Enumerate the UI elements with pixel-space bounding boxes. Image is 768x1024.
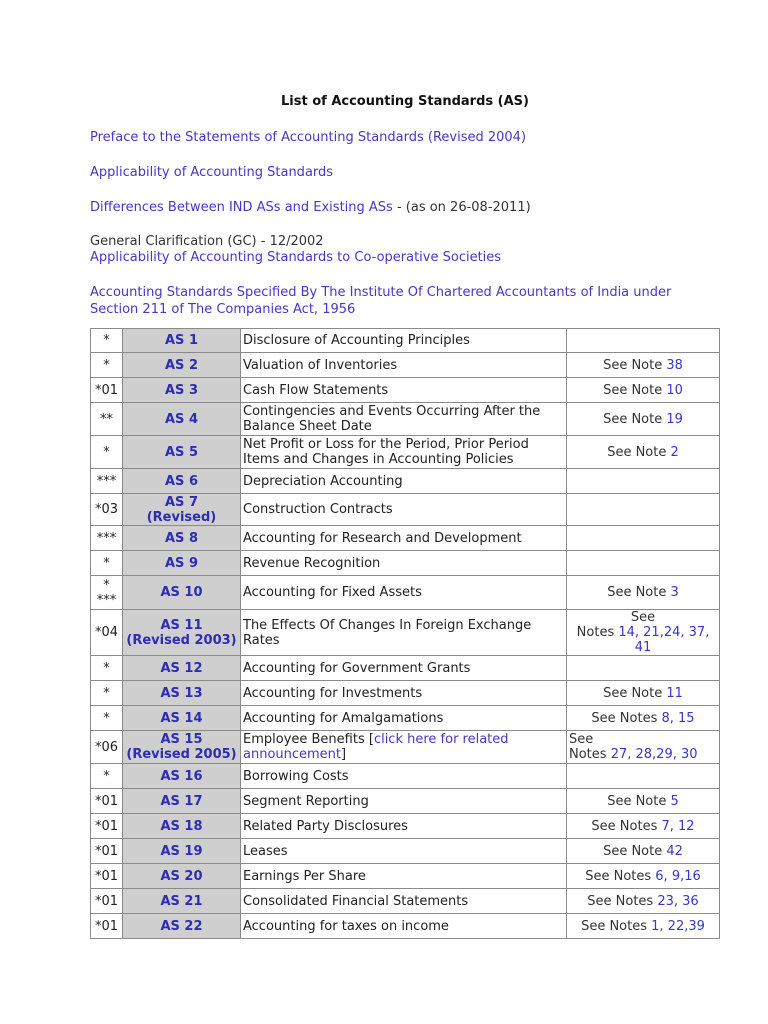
see-note-label: See Notes (587, 893, 658, 909)
as-number-link[interactable] (123, 889, 241, 914)
table-row (91, 706, 720, 731)
specified-paragraph (90, 284, 720, 318)
row-mark-text: *01 (94, 382, 119, 398)
as-description (241, 814, 567, 839)
as-number: AS 6 (165, 473, 198, 489)
note-number-link[interactable]: 10 (666, 382, 683, 398)
differences-link[interactable]: Differences Between IND ASs and Existing ASs (90, 200, 393, 215)
document-header (90, 90, 720, 336)
specified-link-line1: Accounting Standards Specified By The Institute Of Chartered Accountants of India under (90, 285, 672, 300)
as-number: AS 2 (165, 357, 198, 373)
see-note-cell (567, 610, 720, 656)
see-note-cell (567, 864, 720, 889)
as-number-link[interactable] (123, 656, 241, 681)
row-mark-text: *01 (94, 818, 119, 834)
as-number-link[interactable] (123, 526, 241, 551)
as-number: AS 11 (160, 617, 203, 633)
description-suffix: ] (341, 747, 347, 762)
specified-link[interactable] (90, 285, 671, 317)
as-description (241, 889, 567, 914)
as-number-link[interactable] (123, 610, 241, 656)
as-description-text: Accounting for Investments (243, 685, 423, 701)
row-mark (91, 378, 123, 403)
see-note-line (569, 625, 717, 655)
note-number-link[interactable]: 2 (670, 444, 679, 460)
row-mark (91, 731, 123, 764)
row-mark-text: * (103, 333, 110, 348)
row-mark (91, 864, 123, 889)
row-mark-text-2: *** (96, 592, 117, 608)
row-mark (91, 494, 123, 526)
row-mark-text: *06 (94, 739, 119, 755)
as-description-text: Depreciation Accounting (243, 473, 403, 489)
see-note-cell (567, 789, 720, 814)
as-number: AS 10 (160, 585, 203, 600)
row-mark (91, 706, 123, 731)
as-description-text: Cash Flow Statements (243, 382, 389, 398)
as-description (241, 436, 567, 469)
see-note-cell (567, 576, 720, 610)
row-mark (91, 839, 123, 864)
see-note-line (569, 747, 717, 762)
table-row (91, 764, 720, 789)
as-revision: (Revised) (146, 509, 217, 525)
row-mark-text: *03 (94, 502, 119, 517)
as-number: AS 5 (165, 444, 198, 460)
as-description (241, 329, 567, 353)
note-number-link[interactable]: 23, 36 (657, 893, 699, 909)
row-mark (91, 551, 123, 576)
row-mark-text: * (103, 577, 110, 593)
as-number: AS 1 (165, 333, 198, 348)
as-description (241, 353, 567, 378)
see-note-cell (567, 814, 720, 839)
as-description-text: The Effects Of Changes In Foreign Exchange Rates (243, 617, 532, 648)
as-number-link[interactable] (123, 789, 241, 814)
see-note-label: See Note (607, 793, 671, 809)
as-number-link[interactable] (123, 378, 241, 403)
as-description-text: Accounting for Research and Development (243, 530, 522, 546)
as-description-text: Accounting for Amalgamations (243, 710, 444, 726)
accounting-standards-table (90, 328, 720, 939)
row-mark (91, 610, 123, 656)
as-description (241, 789, 567, 814)
differences-date: - (as on 26-08-2011) (392, 200, 531, 215)
see-note-label: See Notes (591, 818, 662, 834)
see-note-label: See Note (607, 585, 671, 600)
as-number: AS 20 (160, 868, 203, 884)
see-note-cell (567, 494, 720, 526)
as-number-link[interactable] (123, 576, 241, 610)
row-mark (91, 329, 123, 353)
see-note-label: See Notes (581, 918, 652, 934)
as-description (241, 551, 567, 576)
table-row (91, 378, 720, 403)
see-note-label: See Notes (591, 710, 662, 726)
applicability-link[interactable]: Applicability of Accounting Standards (90, 165, 334, 180)
as-description-text: Related Party Disclosures (243, 818, 408, 834)
as-number: AS 17 (160, 793, 203, 809)
note-number-link[interactable]: 5 (670, 793, 679, 809)
table-row (91, 469, 720, 494)
applicability-paragraph (90, 164, 720, 181)
as-description (241, 839, 567, 864)
row-mark (91, 526, 123, 551)
row-mark-text: * (103, 685, 110, 701)
row-mark (91, 789, 123, 814)
as-number: AS 13 (160, 685, 203, 701)
as-description-text: Accounting for Government Grants (243, 660, 471, 676)
see-note-cell (567, 469, 720, 494)
row-mark-text: *01 (94, 918, 119, 934)
as-description-text: Disclosure of Accounting Principles (243, 333, 470, 348)
row-mark-text: * (103, 660, 110, 676)
as-description (241, 610, 567, 656)
as-description-text: Net Profit or Loss for the Period, Prior Period Items and Changes in Accounting Policies (243, 437, 529, 467)
row-mark-text: *01 (94, 893, 119, 909)
table-row (91, 494, 720, 526)
see-note-line (569, 919, 717, 934)
row-mark (91, 403, 123, 436)
see-note-line (569, 711, 717, 726)
note-number-link[interactable]: 27, 28,29, 30 (610, 747, 698, 762)
as-description (241, 494, 567, 526)
row-mark (91, 469, 123, 494)
as-number-link[interactable] (123, 436, 241, 469)
as-description (241, 764, 567, 789)
specified-link-line2: Section 211 of The Companies Act, 1956 (90, 302, 356, 317)
as-description-text: Earnings Per Share (243, 868, 366, 884)
as-number-link[interactable] (123, 403, 241, 436)
as-description (241, 864, 567, 889)
table-row (91, 681, 720, 706)
table-row (91, 403, 720, 436)
row-mark (91, 656, 123, 681)
as-number: AS 22 (160, 918, 203, 934)
as-number: AS 4 (165, 411, 198, 427)
as-number: AS 7 (165, 494, 198, 510)
see-note-cell (567, 706, 720, 731)
see-note-line (569, 445, 717, 460)
as-description (241, 914, 567, 939)
as-description-text: Borrowing Costs (243, 768, 349, 784)
as-description (241, 656, 567, 681)
as-description (241, 378, 567, 403)
row-mark-text: *01 (94, 843, 119, 859)
as-description (241, 731, 567, 764)
see-note-label: See Note (603, 357, 667, 373)
row-mark-text: * (103, 357, 110, 373)
gc-paragraph (90, 234, 720, 266)
see-note-cell (567, 403, 720, 436)
table-row (91, 656, 720, 681)
see-note-cell (567, 526, 720, 551)
row-mark-text: * (103, 555, 110, 571)
general-clarification-text: General Clarification (GC) - 12/2002 (90, 234, 324, 249)
as-number-link[interactable] (123, 329, 241, 353)
as-number: AS 9 (165, 555, 198, 571)
row-mark-text: *** (96, 530, 117, 546)
see-note-cell (567, 731, 720, 764)
table-row (91, 731, 720, 764)
as-description (241, 469, 567, 494)
page-title: List of Accounting Standards (AS) (281, 94, 529, 109)
as-description-text: Leases (243, 843, 288, 859)
as-number-link[interactable] (123, 914, 241, 939)
row-mark-text: *04 (94, 625, 119, 640)
see-note-cell (567, 378, 720, 403)
row-mark-text: *01 (94, 793, 119, 809)
as-number: AS 18 (160, 818, 203, 834)
see-note-line (569, 585, 717, 600)
as-description-text: Contingencies and Events Occurring After the Balance Sheet Date (243, 404, 541, 434)
row-mark-text: * (103, 710, 110, 726)
as-number-link[interactable] (123, 469, 241, 494)
see-note-cell (567, 839, 720, 864)
as-number: AS 3 (165, 382, 198, 398)
table-row (91, 839, 720, 864)
as-description-text: Accounting for taxes on income (243, 918, 449, 934)
as-description (241, 403, 567, 436)
as-number: AS 8 (165, 530, 198, 546)
related-announcement-link[interactable]: click here for related announcement (243, 732, 509, 762)
see-note-label: See Notes (585, 868, 656, 884)
as-number-link[interactable] (123, 494, 241, 526)
row-mark (91, 436, 123, 469)
note-number-link[interactable]: 38 (666, 357, 683, 373)
as-description-text: Segment Reporting (243, 793, 369, 809)
row-mark (91, 764, 123, 789)
table-row (91, 789, 720, 814)
see-note-cell (567, 914, 720, 939)
table-row (91, 576, 720, 610)
as-description-text: Employee Benefits [ (243, 732, 374, 747)
as-revision: (Revised 2005) (126, 747, 237, 762)
note-number-link[interactable]: 7, 12 (661, 818, 695, 834)
note-number-link[interactable]: 42 (666, 843, 683, 859)
preface-paragraph (90, 129, 720, 146)
table-row (91, 436, 720, 469)
table-row (91, 526, 720, 551)
table-row (91, 610, 720, 656)
as-number: AS 12 (160, 660, 203, 676)
table-row (91, 864, 720, 889)
as-description-text: Valuation of Inventories (243, 357, 398, 373)
as-number-link[interactable] (123, 764, 241, 789)
as-description-text: Revenue Recognition (243, 555, 381, 571)
as-number-link[interactable] (123, 839, 241, 864)
as-description-text: Consolidated Financial Statements (243, 893, 469, 909)
see-note-line (569, 844, 717, 859)
see-note-cell (567, 681, 720, 706)
see-note-cell (567, 436, 720, 469)
as-number: AS 16 (160, 768, 203, 784)
as-description (241, 576, 567, 610)
see-note-line (569, 794, 717, 809)
see-note-cell (567, 551, 720, 576)
as-description (241, 681, 567, 706)
as-number-link[interactable] (123, 706, 241, 731)
table-row (91, 551, 720, 576)
as-number-link[interactable] (123, 551, 241, 576)
row-mark (91, 889, 123, 914)
see-note-label: Notes (576, 625, 619, 640)
table-row (91, 329, 720, 353)
see-note-line (569, 819, 717, 834)
as-description (241, 526, 567, 551)
see-note-label: See Note (607, 444, 671, 460)
note-number-link[interactable]: 1, 22,39 (651, 918, 705, 934)
note-number-link[interactable]: 6, 9,16 (655, 868, 701, 884)
as-number: AS 19 (160, 843, 203, 859)
note-number-link[interactable]: 8, 15 (661, 710, 695, 726)
table-row (91, 889, 720, 914)
row-mark (91, 576, 123, 610)
as-revision: (Revised 2003) (126, 632, 237, 648)
note-number-link[interactable]: 11 (666, 685, 683, 701)
row-mark (91, 814, 123, 839)
see-note-line (569, 383, 717, 398)
see-note-label: See Note (603, 382, 667, 398)
see-note-cell (567, 764, 720, 789)
table-row (91, 353, 720, 378)
see-note-label: See Note (603, 685, 667, 701)
note-number-link[interactable]: 3 (670, 585, 679, 600)
row-mark-text: ** (100, 411, 113, 427)
see-note-line (569, 686, 717, 701)
see-note-cell (567, 889, 720, 914)
row-mark-text: * (103, 444, 110, 460)
as-number: AS 14 (160, 710, 203, 726)
see-note-cell (567, 353, 720, 378)
as-number-link[interactable] (123, 864, 241, 889)
table-row (91, 814, 720, 839)
row-mark (91, 914, 123, 939)
as-description (241, 706, 567, 731)
as-number-link[interactable] (123, 353, 241, 378)
see-note-label: Notes (569, 747, 611, 762)
as-number-link[interactable] (123, 814, 241, 839)
row-mark-text: *** (96, 473, 117, 489)
see-note-heading: See (630, 610, 656, 625)
differences-paragraph (90, 199, 720, 216)
as-number-link[interactable] (123, 731, 241, 764)
as-description-text: Accounting for Fixed Assets (243, 585, 422, 600)
row-mark-text: * (103, 768, 110, 784)
note-number-link[interactable]: 19 (666, 411, 683, 427)
see-note-cell (567, 656, 720, 681)
see-note-cell (567, 329, 720, 353)
as-number-link[interactable] (123, 681, 241, 706)
row-mark (91, 353, 123, 378)
see-note-label: See Note (603, 843, 667, 859)
as-description-text: Construction Contracts (243, 502, 393, 517)
preface-link[interactable]: Preface to the Statements of Accounting Standards (Revised 2004) (90, 130, 527, 145)
row-mark (91, 681, 123, 706)
cooperative-link[interactable]: Applicability of Accounting Standards to Co-operative Societies (90, 250, 502, 265)
see-note-line (569, 358, 717, 373)
table-row (91, 914, 720, 939)
see-note-line (569, 869, 717, 884)
as-number: AS 15 (160, 732, 203, 747)
row-mark-text: *01 (94, 868, 119, 884)
note-number-link[interactable]: 14, 21,24, 37, 41 (618, 625, 710, 655)
see-note-line (569, 412, 717, 427)
see-note-line (569, 894, 717, 909)
see-note-heading: See (569, 732, 594, 747)
as-number: AS 21 (160, 893, 203, 909)
see-note-label: See Note (603, 411, 667, 427)
